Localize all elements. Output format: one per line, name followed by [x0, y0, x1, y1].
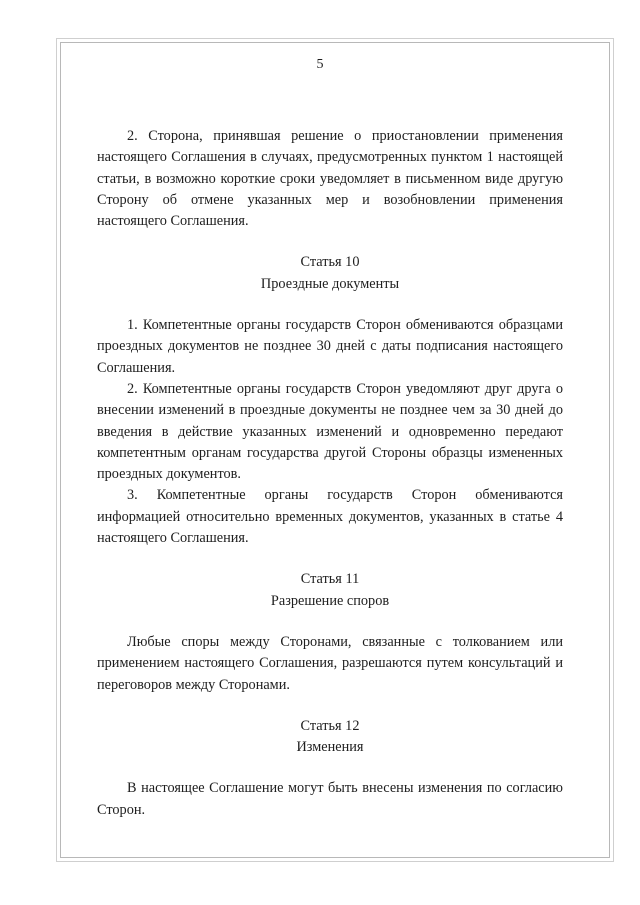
article-11 — [97, 569, 563, 695]
article-12 — [97, 716, 563, 821]
article-paragraph: 2. Компетентные органы государств Сторон уведомляют друг друга о внесении изменений в проездные документы не позднее чем за 30 дней до введения в действие указанных изменений и одновременно передают компетентным органам государства другой Стороны образцы измененных проездных документов. — [97, 380, 563, 483]
article-paragraph: 3. Компетентные органы государств Сторон обмениваются информацией относительно временных документов, указанных в статье 4 настоящего Соглашения. — [97, 487, 563, 547]
article-number: Статья 11 — [300, 571, 360, 588]
article-10 — [97, 252, 563, 549]
article-title: Разрешение споров — [270, 592, 390, 609]
intro-paragraph: 2. Сторона, принявшая решение о приостановлении применения настоящего Соглашения в случаях, предусмотренных пунктом 1 настоящей статьи, в возможно короткие сроки уведомляет в письменном виде другую Сторону об отмене указанных мер и возобновлении применения настоящего Соглашения. — [97, 128, 563, 230]
article-paragraph: 1. Компетентные органы государств Сторон обмениваются образцами проездных документов не позднее 30 дней с даты подписания настоящего Соглашения. — [97, 317, 563, 376]
article-number: Статья 12 — [300, 717, 360, 734]
document-body — [97, 126, 563, 821]
article-paragraph: В настоящее Соглашение могут быть внесены изменения по согласию Сторон. — [97, 780, 563, 818]
page-number: 5 — [316, 57, 324, 72]
article-title: Изменения — [296, 739, 364, 756]
article-paragraph: Любые споры между Сторонами, связанные с толкованием или применением настоящего Соглашения, разрешаются путем консультаций и переговоров между Сторонами. — [97, 633, 563, 693]
article-number: Статья 10 — [300, 254, 360, 271]
article-title: Проездные документы — [260, 275, 400, 292]
